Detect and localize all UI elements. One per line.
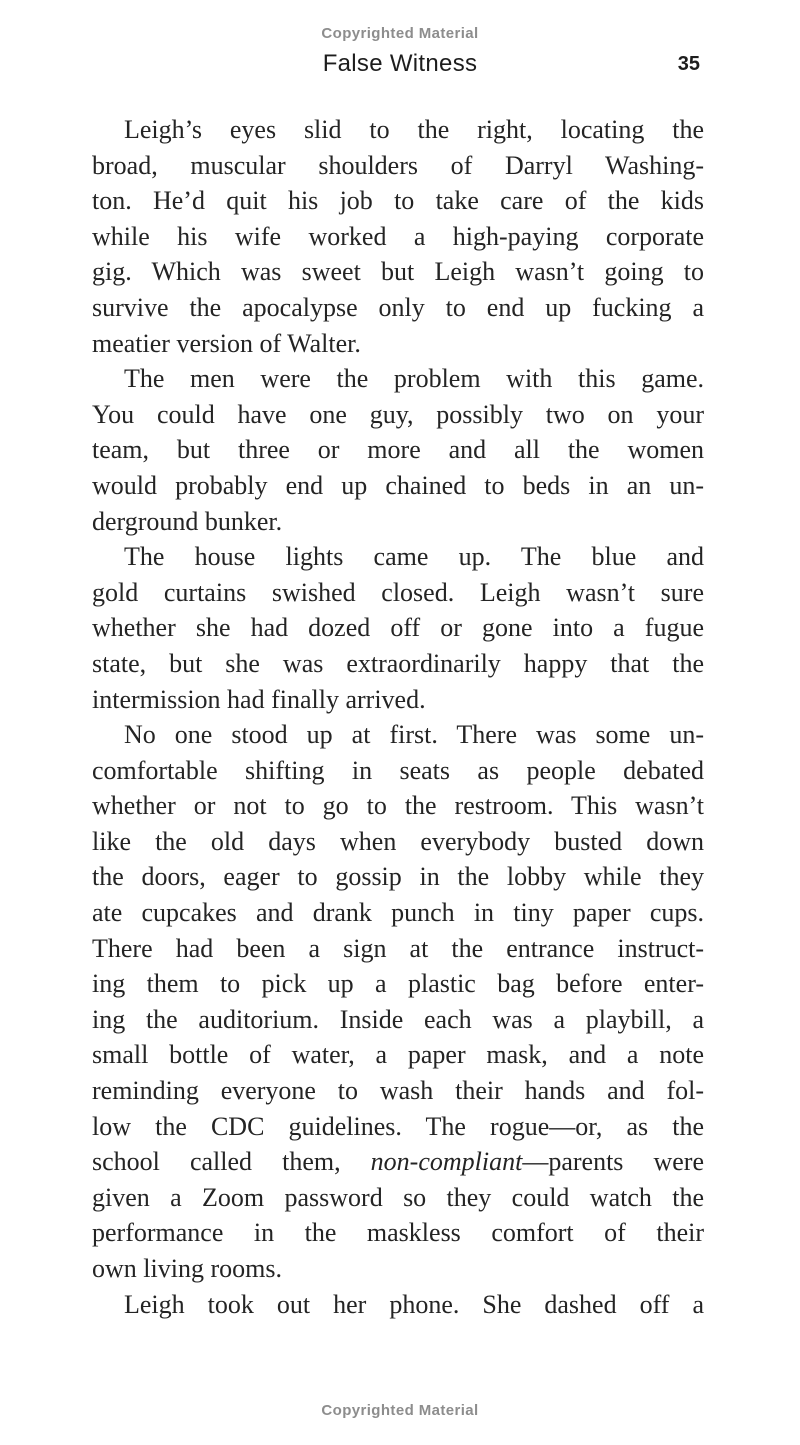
text-line: The men were the problem with this game. — [124, 364, 704, 394]
book-title: False Witness — [322, 50, 478, 77]
paragraph — [92, 539, 704, 717]
text-line: gig. Which was sweet but Leigh wasn’t going to — [92, 257, 704, 287]
text-line: comfortable shifting in seats as people debated — [92, 755, 704, 785]
text-line: You could have one guy, possibly two on your — [92, 399, 704, 429]
text-line: gold curtains swished closed. Leigh wasn’t sure — [92, 577, 704, 607]
text-line: low the CDC guidelines. The rogue—or, as the — [92, 1111, 704, 1141]
text-line: survive the apocalypse only to end up fucking a — [92, 292, 704, 322]
text-line: Leigh took out her phone. She dashed off a — [124, 1289, 704, 1319]
text-line: whether she had dozed off or gone into a fugue — [92, 613, 704, 643]
text-line: own living rooms. — [92, 1254, 282, 1283]
text-line: ate cupcakes and drank punch in tiny paper cups. — [92, 898, 704, 928]
text-line: whether or not to go to the restroom. This wasn’t — [92, 791, 704, 821]
paragraph — [92, 1287, 704, 1323]
text-line: team, but three or more and all the women — [92, 435, 704, 465]
paragraph — [92, 361, 704, 539]
page-number: 35 — [677, 53, 700, 75]
text-line: No one stood up at first. There was some un- — [124, 720, 704, 750]
text-line: There had been a sign at the entrance instruct- — [92, 933, 704, 963]
text-line: the doors, eager to gossip in the lobby while they — [92, 862, 704, 892]
text-line: would probably end up chained to beds in an un- — [92, 470, 704, 500]
text-line: ton. He’d quit his job to take care of the kids — [92, 186, 704, 216]
text-line: derground bunker. — [92, 506, 283, 536]
text-line: school called them, non-compliant—parents were — [92, 1147, 704, 1177]
paragraph — [92, 717, 704, 1287]
text-line: like the old days when everybody busted down — [92, 826, 704, 856]
copyright-notice-bottom: Copyrighted Material — [321, 1402, 479, 1419]
text-line: while his wife worked a high-paying corporate — [92, 221, 704, 251]
text-line: small bottle of water, a paper mask, and a note — [92, 1040, 704, 1070]
text-line: intermission had finally arrived. — [92, 684, 426, 714]
paragraph — [92, 112, 704, 361]
text-line: given a Zoom password so they could watch the — [92, 1182, 704, 1212]
text-line: state, but she was extraordinarily happy that the — [92, 648, 704, 678]
text-line: The house lights came up. The blue and — [124, 542, 704, 572]
text-line: ing the auditorium. Inside each was a playbill, a — [92, 1004, 704, 1034]
text-line: reminding everyone to wash their hands and fol- — [92, 1076, 704, 1106]
page-header — [0, 50, 800, 82]
text-line: Leigh’s eyes slid to the right, locating the — [124, 115, 704, 144]
text-line: meatier version of Walter. — [92, 328, 361, 358]
text-line: ing them to pick up a plastic bag before enter- — [92, 969, 704, 999]
body-text — [92, 112, 704, 1322]
copyright-notice-top: Copyrighted Material — [321, 25, 479, 42]
text-line: performance in the maskless comfort of their — [92, 1218, 704, 1248]
text-line: broad, muscular shoulders of Darryl Washing- — [92, 150, 704, 180]
